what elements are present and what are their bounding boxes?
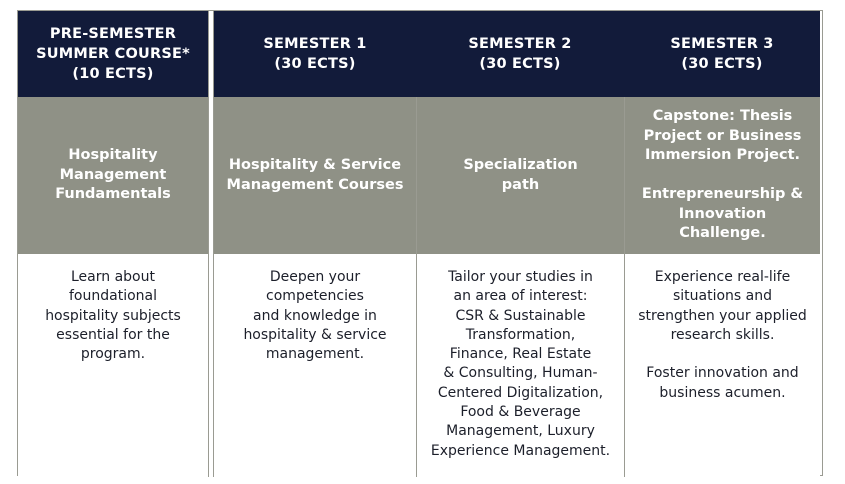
description-semester-1: Deepen your competencies and knowledge in hospitality & service management. [214, 254, 416, 477]
header-semester-2: SEMESTER 2 (30 ECTS) [416, 11, 624, 97]
header-pre-semester: PRE-SEMESTER SUMMER COURSE* (10 ECTS) [18, 11, 208, 97]
track-semester-2: Specialization path [416, 97, 624, 254]
description-semester-2: Tailor your studies in an area of interest: CSR & Sustainable Transformation, Finance, Real Estate & Consulting, Human- Centered Digitalization, Food & Beverage Management, Luxury Experience Management. [416, 254, 624, 477]
header-semester-1: SEMESTER 1 (30 ECTS) [214, 11, 416, 97]
header-semester-3: SEMESTER 3 (30 ECTS) [624, 11, 820, 97]
description-semester-3: Experience real-life situations and strengthen your applied research skills. Foster innovation and business acumen. [624, 254, 820, 477]
track-semester-1: Hospitality & Service Management Courses [214, 97, 416, 254]
track-semester-3: Capstone: Thesis Project or Business Immersion Project. Entrepreneurship & Innovation Challenge. [624, 97, 820, 254]
description-pre-semester: Learn about foundational hospitality subjects essential for the program. [18, 254, 208, 477]
track-pre-semester: Hospitality Management Fundamentals [18, 97, 208, 254]
program-structure-table [17, 10, 823, 476]
